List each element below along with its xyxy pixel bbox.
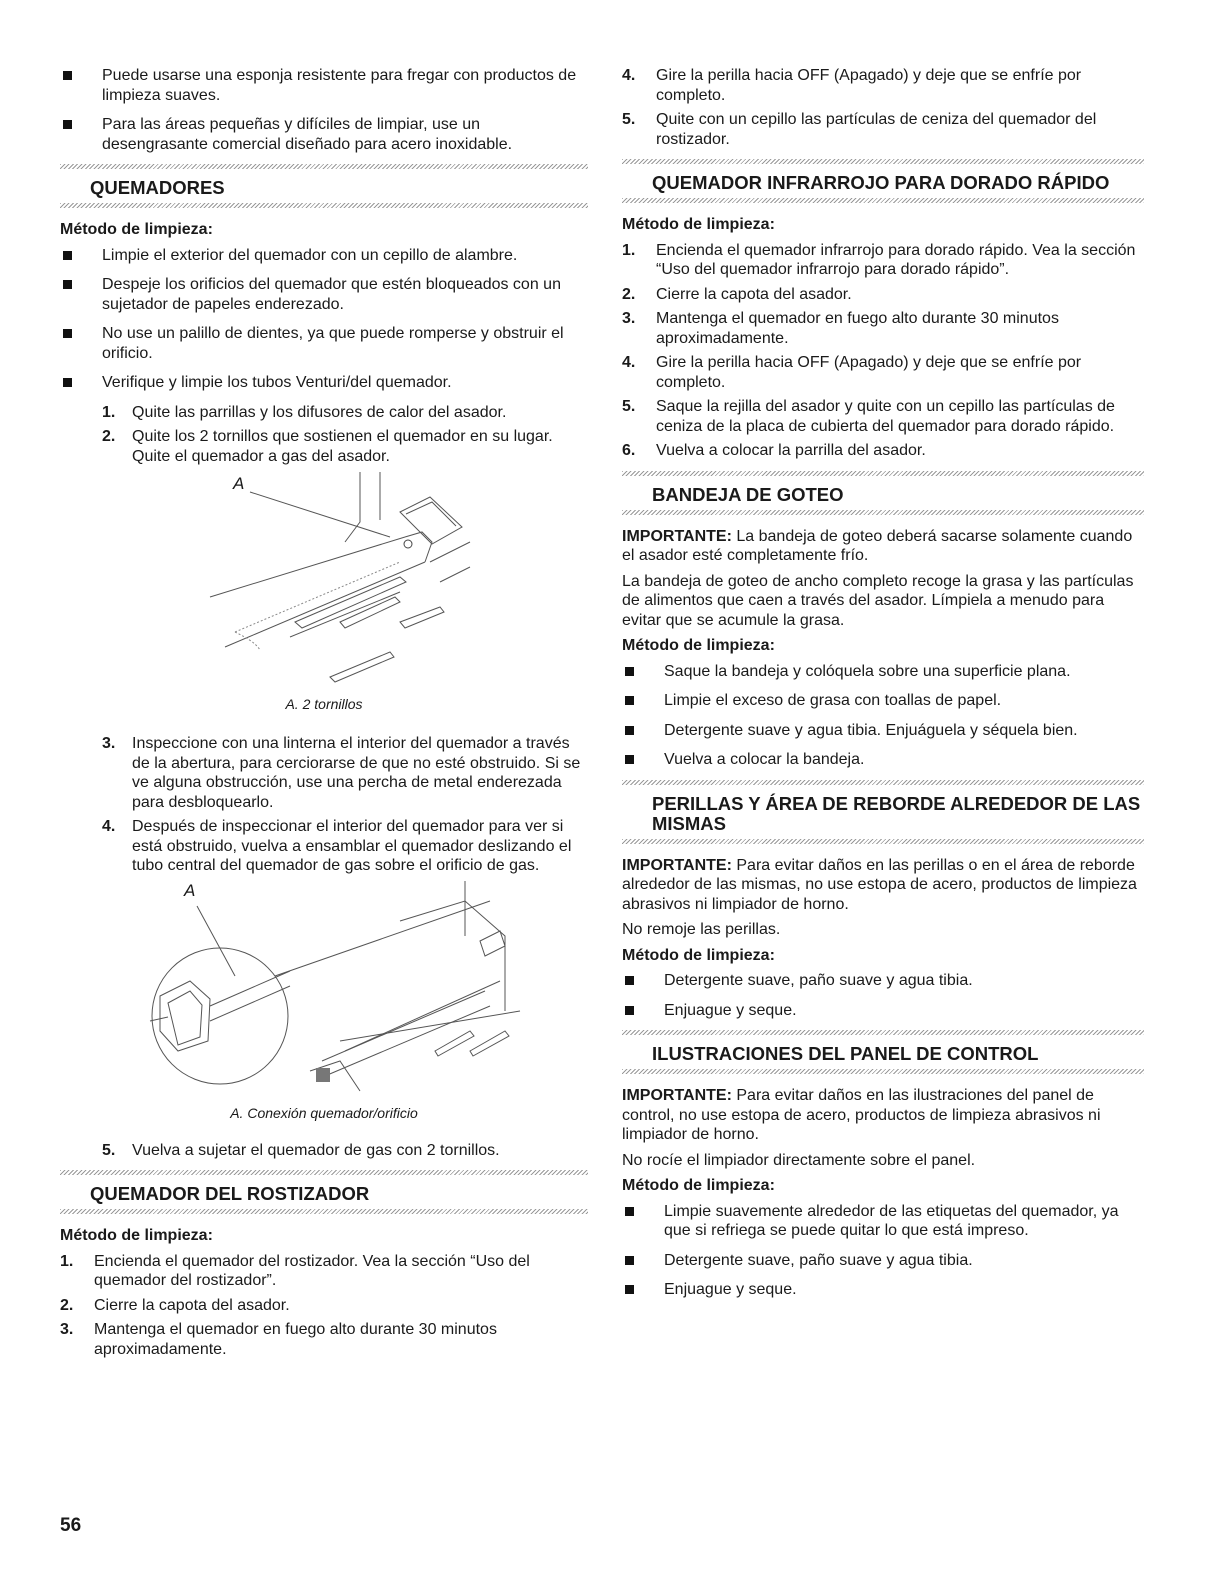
section-title: ILUSTRACIONES DEL PANEL DE CONTROL xyxy=(652,1043,1039,1064)
paragraph: La bandeja de goteo de ancho completo recoge la grasa y las partículas de alimentos que caen a través del asador. Límpiela a menudo para evitar que se acumule la grasa. xyxy=(622,572,1134,629)
section-header-infrarrojo xyxy=(622,159,1144,203)
step-text: Encienda el quemador infrarrojo para dorado rápido. Vea la sección “Uso del quemador infrarrojo para dorado rápido”. xyxy=(656,241,1136,278)
paragraph: No rocíe el limpiador directamente sobre el panel. xyxy=(622,1151,976,1169)
list-item: Detergente suave y agua tibia. Enjuáguela y séquela bien. xyxy=(622,721,1144,741)
method-label: Método de limpieza: xyxy=(622,637,775,654)
section-header-perillas xyxy=(622,780,1144,844)
left-column xyxy=(60,66,588,1364)
figure-burner-orifice xyxy=(60,881,588,1131)
important-note xyxy=(622,527,1144,566)
step-text: Gire la perilla hacia OFF (Apagado) y deje que se enfríe por completo. xyxy=(656,354,1082,391)
step-item xyxy=(102,734,588,812)
method-label: Método de limpieza: xyxy=(60,221,213,238)
section-header-bandeja xyxy=(622,471,1144,515)
step-item xyxy=(622,285,1144,305)
step-item xyxy=(622,397,1144,436)
step-text: Mantenga el quemador en fuego alto durante 30 minutos aproximadamente. xyxy=(94,1321,497,1358)
step-item xyxy=(622,441,1144,461)
list-item: No use un palillo de dientes, ya que puede romperse y obstruir el orificio. xyxy=(60,324,588,363)
step-number: 5. xyxy=(622,111,636,128)
step-text: Quite los 2 tornillos que sostienen el quemador en su lugar. Quite el quemador a gas del asador. xyxy=(132,428,553,465)
list-item: Limpie el exterior del quemador con un cepillo de alambre. xyxy=(60,246,588,266)
step-number: 4. xyxy=(102,818,116,835)
step-text: Vuelva a colocar la parrilla del asador. xyxy=(656,442,926,459)
section-title: QUEMADORES xyxy=(90,177,225,198)
step-number: 5. xyxy=(102,1141,116,1159)
figure-callout: A xyxy=(184,880,196,900)
burner-screws-illustration xyxy=(60,472,588,694)
step-number: 2. xyxy=(60,1296,74,1314)
step-text: Quite con un cepillo las partículas de ceniza del quemador del rostizador. xyxy=(656,111,1097,148)
step-item xyxy=(622,309,1144,348)
important-note xyxy=(622,856,1144,915)
list-item: Vuelva a colocar la bandeja. xyxy=(622,750,1144,770)
list-item: Saque la bandeja y colóquela sobre una superficie plana. xyxy=(622,662,1144,682)
step-text: Cierre la capota del asador. xyxy=(94,1296,290,1314)
step-number: 3. xyxy=(102,735,116,752)
section-title: QUEMADOR INFRARROJO PARA DORADO RÁPIDO xyxy=(652,172,1110,193)
important-note xyxy=(622,1086,1144,1145)
important-text: Para evitar daños en las ilustraciones del panel de control, no use estopa de acero, productos de limpieza abrasivos ni limpiador de horno. xyxy=(622,1087,1101,1143)
list-item: Limpie suavemente alrededor de las etiquetas del quemador, ya que si refriega se puede quitar lo que está impreso. xyxy=(622,1202,1144,1241)
step-number: 1. xyxy=(60,1252,74,1270)
step-item xyxy=(60,1320,588,1359)
step-text: Cierre la capota del asador. xyxy=(656,285,852,303)
section-title: PERILLAS Y ÁREA DE REBORDE ALREDEDOR DE LAS MISMAS xyxy=(652,792,1141,834)
important-label: IMPORTANTE: xyxy=(622,1087,732,1104)
step-number: 2. xyxy=(102,428,116,445)
list-item: Despeje los orificios del quemador que estén bloqueados con un sujetador de papeles enderezado. xyxy=(60,275,588,314)
section-title: BANDEJA DE GOTEO xyxy=(652,483,844,505)
step-item xyxy=(102,817,588,876)
list-item: Puede usarse una esponja resistente para fregar con productos de limpieza suaves. xyxy=(60,66,588,105)
important-label: IMPORTANTE: xyxy=(622,527,732,545)
figure-caption: A. Conexión quemador/orificio xyxy=(230,1104,418,1121)
step-item xyxy=(622,353,1144,392)
step-number: 3. xyxy=(60,1321,74,1338)
step-number: 4. xyxy=(622,354,636,371)
step-text: Inspeccione con una linterna el interior del quemador a través de la abertura, para cerciorarse de que no esté obstruido. Si se ve alguna obstrucción, use una percha de metal enderezada para desbloquearlo. xyxy=(132,735,581,811)
step-number: 1. xyxy=(102,403,116,421)
step-text: Gire la perilla hacia OFF (Apagado) y deje que se enfríe por completo. xyxy=(656,67,1082,104)
step-number: 4. xyxy=(622,67,636,84)
step-number: 6. xyxy=(622,442,636,459)
step-item xyxy=(622,241,1144,280)
figure-callout: A xyxy=(233,474,245,493)
step-item xyxy=(60,1296,588,1316)
figure-burner-screws xyxy=(60,472,588,722)
step-text: Después de inspeccionar el interior del quemador para ver si está obstruido, vuelva a ensamblar el quemador deslizando el tubo central del quemador de gas sobre el orificio de gas. xyxy=(132,818,572,874)
step-number: 1. xyxy=(622,241,636,259)
step-item xyxy=(102,1141,588,1161)
paragraph: No remoje las perillas. xyxy=(622,921,781,938)
list-item: Para las áreas pequeñas y difíciles de limpiar, use un desengrasante comercial diseñado para acero inoxidable. xyxy=(60,115,588,154)
step-item xyxy=(622,66,1144,105)
list-item: Detergente suave, paño suave y agua tibia. xyxy=(622,1251,1144,1271)
section-header-rostizador xyxy=(60,1170,588,1214)
list-item: Limpie el exceso de grasa con toallas de papel. xyxy=(622,691,1144,711)
step-item xyxy=(102,427,588,466)
important-text: Para evitar daños en las perillas o en el área de reborde alrededor de las mismas, no use estopa de acero, productos de limpieza abrasivos ni limpiador de horno. xyxy=(622,856,1137,913)
step-text: Quite las parrillas y los difusores de calor del asador. xyxy=(132,403,507,421)
page-number: 56 xyxy=(60,1515,82,1536)
section-header-quemadores xyxy=(60,164,588,208)
step-item xyxy=(102,403,588,423)
method-label: Método de limpieza: xyxy=(60,1227,213,1244)
right-column xyxy=(622,66,1144,1310)
list-item: Detergente suave, paño suave y agua tibia. xyxy=(622,971,1144,991)
list-item: Enjuague y seque. xyxy=(622,1280,1144,1300)
step-item xyxy=(622,110,1144,149)
step-item xyxy=(60,1252,588,1291)
step-text: Vuelva a sujetar el quemador de gas con 2 tornillos. xyxy=(132,1141,500,1159)
step-number: 2. xyxy=(622,285,636,303)
list-item: Enjuague y seque. xyxy=(622,1001,1144,1021)
step-number: 5. xyxy=(622,398,636,415)
step-number: 3. xyxy=(622,310,636,327)
method-label: Método de limpieza: xyxy=(622,216,775,233)
step-text: Saque la rejilla del asador y quite con un cepillo las partículas de ceniza de la placa de cubierta del quemador para dorado rápido. xyxy=(656,398,1115,435)
method-label: Método de limpieza: xyxy=(622,1177,775,1194)
section-title: QUEMADOR DEL ROSTIZADOR xyxy=(90,1183,370,1204)
important-text: La bandeja de goteo deberá sacarse solamente cuando el asador esté completamente frío. xyxy=(622,527,1133,564)
figure-caption: A. 2 tornillos xyxy=(285,696,363,712)
list-item: Verifique y limpie los tubos Venturi/del quemador. xyxy=(60,373,588,393)
important-label: IMPORTANTE: xyxy=(622,856,732,874)
step-text: Encienda el quemador del rostizador. Vea la sección “Uso del quemador del rostizador”. xyxy=(94,1252,530,1289)
step-text: Mantenga el quemador en fuego alto durante 30 minutos aproximadamente. xyxy=(656,310,1059,347)
burner-orifice-illustration xyxy=(60,881,588,1103)
method-label: Método de limpieza: xyxy=(622,946,775,964)
section-header-panel xyxy=(622,1030,1144,1074)
